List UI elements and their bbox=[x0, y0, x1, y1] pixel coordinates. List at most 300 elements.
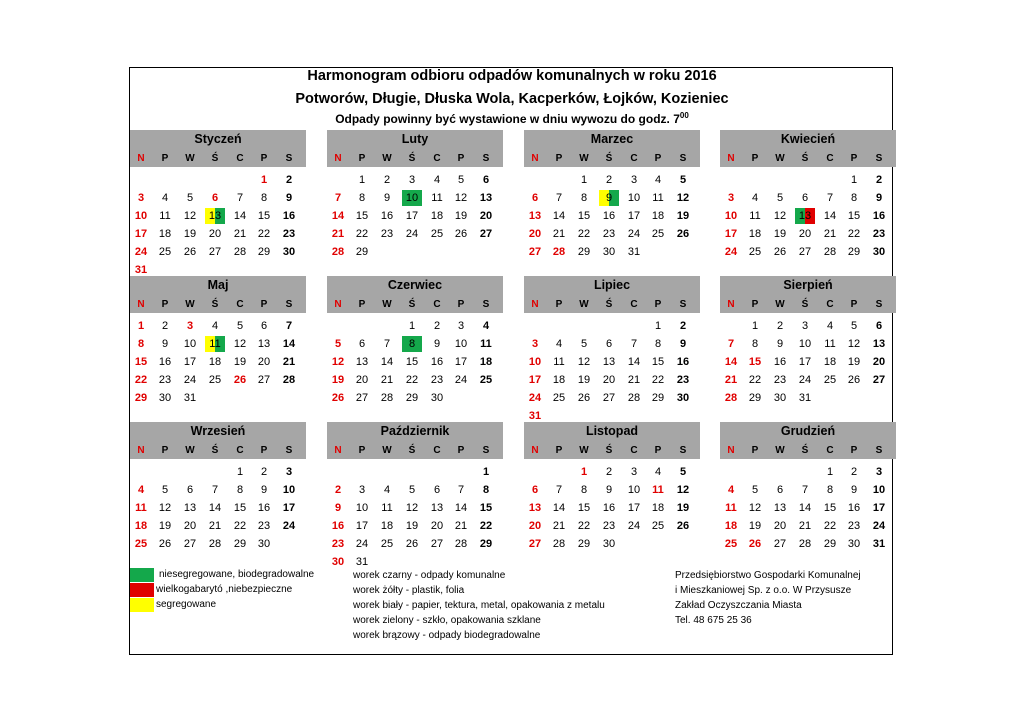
day-cell: 31 bbox=[798, 392, 812, 404]
day-cell: 9 bbox=[850, 484, 858, 496]
collection-notice bbox=[0, 111, 1024, 126]
day-cell: 21 bbox=[282, 356, 296, 368]
day-cell: 8 bbox=[358, 192, 366, 204]
day-cell: 29 bbox=[233, 538, 247, 550]
day-cell: 31 bbox=[627, 246, 641, 258]
day-cell: 20 bbox=[257, 356, 271, 368]
day-cell: 8 bbox=[260, 192, 268, 204]
day-cell: 6 bbox=[605, 338, 613, 350]
day-cell: 4 bbox=[826, 320, 834, 332]
day-cell: 18 bbox=[158, 228, 172, 240]
weekday-label: Ś bbox=[605, 445, 613, 456]
day-cell: 11 bbox=[135, 502, 147, 514]
day-cell: 21 bbox=[627, 374, 641, 386]
day-cell: 18 bbox=[651, 210, 665, 222]
weekday-label: S bbox=[679, 299, 687, 310]
day-cell: 1 bbox=[580, 466, 588, 478]
day-cell: 24 bbox=[798, 374, 812, 386]
weekday-label: W bbox=[382, 153, 392, 164]
day-cell: 29 bbox=[651, 392, 665, 404]
day-cell: 6 bbox=[260, 320, 268, 332]
day-cell: 7 bbox=[236, 192, 244, 204]
day-cell: 22 bbox=[577, 228, 591, 240]
weekday-label: S bbox=[482, 299, 490, 310]
day-cell: 5 bbox=[679, 174, 687, 186]
day-cell: 21 bbox=[233, 228, 247, 240]
day-cell: 20 bbox=[798, 228, 812, 240]
day-cell: 4 bbox=[211, 320, 219, 332]
day-cell: 7 bbox=[383, 338, 391, 350]
weekday-label: P bbox=[260, 445, 268, 456]
day-cell: 27 bbox=[208, 246, 222, 258]
weekday-header-row bbox=[327, 442, 503, 459]
day-cell: 29 bbox=[823, 538, 837, 550]
weekday-label: Ś bbox=[801, 299, 809, 310]
day-cell: 16 bbox=[257, 502, 271, 514]
day-cell: 25 bbox=[552, 392, 566, 404]
day-cell: 13 bbox=[355, 356, 369, 368]
day-cell: 4 bbox=[137, 484, 145, 496]
weekday-label: P bbox=[457, 153, 465, 164]
weekday-label: C bbox=[826, 299, 834, 310]
weekday-label: P bbox=[654, 299, 662, 310]
notice-time-sup: 00 bbox=[679, 111, 689, 120]
day-cell: 19 bbox=[405, 520, 419, 532]
day-cell: 25 bbox=[134, 538, 148, 550]
weekday-label: P bbox=[358, 299, 366, 310]
weekday-label: P bbox=[161, 445, 169, 456]
notice-text: Odpady powinny być wystawione w dniu wywozu do godz. 7 bbox=[335, 112, 680, 126]
day-cell: 11 bbox=[480, 338, 492, 350]
day-cell: 4 bbox=[555, 338, 563, 350]
day-cell: 27 bbox=[872, 374, 886, 386]
day-cell: 8 bbox=[236, 484, 244, 496]
day-cell: 14 bbox=[552, 210, 566, 222]
day-cell: 13 bbox=[257, 338, 271, 350]
day-cell: 4 bbox=[751, 192, 759, 204]
day-cell: 26 bbox=[676, 228, 690, 240]
day-cell: 20 bbox=[528, 228, 542, 240]
day-cell: 19 bbox=[233, 356, 247, 368]
weekday-label: Ś bbox=[408, 153, 416, 164]
day-cell: 24 bbox=[282, 520, 296, 532]
weekday-header-row bbox=[720, 442, 896, 459]
weekday-label: C bbox=[433, 153, 441, 164]
weekday-label: C bbox=[236, 153, 244, 164]
company-line-3: Zakład Oczyszczania Miasta bbox=[675, 600, 802, 611]
weekday-label: C bbox=[826, 445, 834, 456]
weekday-label: Ś bbox=[408, 299, 416, 310]
month-name: Wrzesień bbox=[130, 422, 306, 442]
day-cell: 8 bbox=[137, 338, 145, 350]
day-cell: 2 bbox=[433, 320, 441, 332]
day-cell: 22 bbox=[823, 520, 837, 532]
day-cell: 2 bbox=[285, 174, 293, 186]
day-cell: 12 bbox=[233, 338, 247, 350]
day-cell: 25 bbox=[823, 374, 837, 386]
day-cell: 30 bbox=[602, 246, 616, 258]
weekday-label: P bbox=[161, 299, 169, 310]
day-cell: 19 bbox=[454, 210, 468, 222]
day-cell: 16 bbox=[158, 356, 172, 368]
day-cell: 8 bbox=[408, 338, 416, 350]
day-cell: 12 bbox=[676, 484, 690, 496]
day-cell: 30 bbox=[676, 392, 690, 404]
day-cell: 23 bbox=[158, 374, 172, 386]
day-cell: 27 bbox=[183, 538, 197, 550]
day-cell: 5 bbox=[580, 338, 588, 350]
bag-black: worek czarny - odpady komunalne bbox=[353, 570, 506, 581]
weekday-header-row bbox=[524, 150, 700, 167]
day-cell: 10 bbox=[355, 502, 369, 514]
weekday-label: W bbox=[579, 153, 589, 164]
day-cell: 13 bbox=[528, 210, 542, 222]
day-cell: 9 bbox=[334, 502, 342, 514]
day-cell: 17 bbox=[872, 502, 886, 514]
day-cell: 20 bbox=[430, 520, 444, 532]
day-cell: 15 bbox=[355, 210, 369, 222]
day-cell: 24 bbox=[872, 520, 886, 532]
day-cell: 22 bbox=[847, 228, 861, 240]
day-cell: 17 bbox=[282, 502, 296, 514]
day-cell: 5 bbox=[850, 320, 858, 332]
day-cell: 26 bbox=[773, 246, 787, 258]
day-cell: 17 bbox=[183, 356, 197, 368]
day-cell: 3 bbox=[408, 174, 416, 186]
day-cell: 19 bbox=[676, 210, 690, 222]
day-cell: 8 bbox=[580, 484, 588, 496]
weekday-label: W bbox=[775, 445, 785, 456]
day-cell: 4 bbox=[654, 466, 662, 478]
weekday-label: S bbox=[285, 445, 293, 456]
day-cell: 29 bbox=[577, 246, 591, 258]
day-cell: 29 bbox=[847, 246, 861, 258]
weekday-label: N bbox=[334, 445, 342, 456]
day-cell: 6 bbox=[482, 174, 490, 186]
weekday-label: P bbox=[850, 445, 858, 456]
month-name: Marzec bbox=[524, 130, 700, 150]
day-cell: 19 bbox=[183, 228, 197, 240]
day-cell: 20 bbox=[208, 228, 222, 240]
day-cell: 2 bbox=[383, 174, 391, 186]
weekday-label: Ś bbox=[801, 445, 809, 456]
day-cell: 7 bbox=[555, 192, 563, 204]
day-cell: 31 bbox=[134, 264, 148, 276]
weekday-label: N bbox=[531, 153, 539, 164]
day-cell: 13 bbox=[208, 210, 222, 222]
day-cell: 15 bbox=[577, 210, 591, 222]
weekday-label: C bbox=[236, 299, 244, 310]
day-cell: 23 bbox=[847, 520, 861, 532]
day-cell: 17 bbox=[798, 356, 812, 368]
day-cell: 7 bbox=[630, 338, 638, 350]
day-cell: 26 bbox=[158, 538, 172, 550]
day-cell: 9 bbox=[383, 192, 391, 204]
day-cell: 28 bbox=[627, 392, 641, 404]
day-cell: 25 bbox=[651, 520, 665, 532]
day-cell: 18 bbox=[134, 520, 148, 532]
day-cell: 15 bbox=[479, 502, 493, 514]
weekday-label: P bbox=[555, 153, 563, 164]
day-cell: 3 bbox=[630, 466, 638, 478]
month-name: Lipiec bbox=[524, 276, 700, 296]
weekday-label: W bbox=[775, 299, 785, 310]
day-cell: 29 bbox=[405, 392, 419, 404]
day-cell: 28 bbox=[798, 538, 812, 550]
weekday-label: W bbox=[185, 299, 195, 310]
day-cell: 6 bbox=[875, 320, 883, 332]
day-cell: 5 bbox=[751, 484, 759, 496]
day-cell: 10 bbox=[183, 338, 197, 350]
day-cell: 28 bbox=[724, 392, 738, 404]
weekday-label: P bbox=[654, 445, 662, 456]
weekday-label: Ś bbox=[211, 299, 219, 310]
weekday-label: N bbox=[334, 153, 342, 164]
day-cell: 9 bbox=[875, 192, 883, 204]
day-cell: 1 bbox=[654, 320, 662, 332]
day-cell: 31 bbox=[528, 410, 542, 422]
day-cell: 30 bbox=[158, 392, 172, 404]
day-cell: 29 bbox=[748, 392, 762, 404]
day-cell: 23 bbox=[282, 228, 296, 240]
day-cell: 30 bbox=[872, 246, 886, 258]
weekday-label: P bbox=[161, 153, 169, 164]
day-cell: 8 bbox=[654, 338, 662, 350]
day-cell: 1 bbox=[236, 466, 244, 478]
day-cell: 10 bbox=[798, 338, 812, 350]
day-cell: 23 bbox=[331, 538, 345, 550]
day-cell: 6 bbox=[358, 338, 366, 350]
day-cell: 25 bbox=[748, 246, 762, 258]
day-cell: 26 bbox=[847, 374, 861, 386]
day-cell: 30 bbox=[257, 538, 271, 550]
weekday-label: S bbox=[679, 445, 687, 456]
day-cell: 9 bbox=[605, 484, 613, 496]
day-cell: 30 bbox=[847, 538, 861, 550]
day-cell: 23 bbox=[773, 374, 787, 386]
day-cell: 16 bbox=[847, 502, 861, 514]
day-cell: 1 bbox=[826, 466, 834, 478]
weekday-label: C bbox=[630, 153, 638, 164]
day-cell: 11 bbox=[553, 356, 565, 368]
month-name: Styczeń bbox=[130, 130, 306, 150]
day-cell: 27 bbox=[798, 246, 812, 258]
day-cell: 11 bbox=[159, 210, 171, 222]
day-cell: 5 bbox=[236, 320, 244, 332]
weekday-label: C bbox=[433, 445, 441, 456]
day-cell: 4 bbox=[383, 484, 391, 496]
day-cell: 13 bbox=[602, 356, 616, 368]
day-cell: 18 bbox=[823, 356, 837, 368]
day-cell: 7 bbox=[826, 192, 834, 204]
day-cell: 29 bbox=[257, 246, 271, 258]
day-cell: 20 bbox=[528, 520, 542, 532]
day-cell: 15 bbox=[847, 210, 861, 222]
day-cell: 16 bbox=[331, 520, 345, 532]
day-cell: 3 bbox=[727, 192, 735, 204]
weekday-label: N bbox=[137, 153, 145, 164]
day-cell: 7 bbox=[801, 484, 809, 496]
weekday-label: S bbox=[285, 299, 293, 310]
day-cell: 24 bbox=[183, 374, 197, 386]
legend-green-swatch bbox=[130, 568, 154, 582]
day-cell: 3 bbox=[630, 174, 638, 186]
day-cell: 12 bbox=[331, 356, 345, 368]
day-cell: 8 bbox=[580, 192, 588, 204]
day-cell: 11 bbox=[381, 502, 393, 514]
weekday-label: P bbox=[850, 299, 858, 310]
day-cell: 27 bbox=[479, 228, 493, 240]
day-cell: 5 bbox=[679, 466, 687, 478]
weekday-label: P bbox=[358, 153, 366, 164]
day-cell: 2 bbox=[850, 466, 858, 478]
weekday-label: S bbox=[875, 299, 883, 310]
weekday-header-row bbox=[327, 150, 503, 167]
legend-yellow-swatch bbox=[130, 598, 154, 612]
day-cell: 2 bbox=[605, 466, 613, 478]
day-cell: 4 bbox=[482, 320, 490, 332]
company-line-1: Przedsiębiorstwo Gospodarki Komunalnej bbox=[675, 570, 861, 581]
day-cell: 10 bbox=[872, 484, 886, 496]
day-cell: 25 bbox=[651, 228, 665, 240]
day-cell: 19 bbox=[158, 520, 172, 532]
day-cell: 25 bbox=[208, 374, 222, 386]
weekday-label: Ś bbox=[211, 153, 219, 164]
day-cell: 1 bbox=[137, 320, 145, 332]
day-cell: 9 bbox=[605, 192, 613, 204]
day-cell: 5 bbox=[776, 192, 784, 204]
day-cell: 26 bbox=[676, 520, 690, 532]
day-cell: 23 bbox=[602, 228, 616, 240]
day-cell: 17 bbox=[454, 356, 468, 368]
month-name: Czerwiec bbox=[327, 276, 503, 296]
day-cell: 7 bbox=[211, 484, 219, 496]
day-cell: 17 bbox=[627, 502, 641, 514]
day-cell: 9 bbox=[433, 338, 441, 350]
day-cell: 5 bbox=[408, 484, 416, 496]
day-cell: 26 bbox=[331, 392, 345, 404]
month-name: Sierpień bbox=[720, 276, 896, 296]
day-cell: 2 bbox=[161, 320, 169, 332]
day-cell: 13 bbox=[872, 338, 886, 350]
day-cell: 7 bbox=[285, 320, 293, 332]
weekday-label: P bbox=[555, 299, 563, 310]
weekday-header-row bbox=[130, 296, 306, 313]
weekday-label: S bbox=[875, 153, 883, 164]
weekday-label: W bbox=[579, 299, 589, 310]
bag-green: worek zielony - szkło, opakowania szklane bbox=[353, 615, 541, 626]
weekday-header-row bbox=[720, 150, 896, 167]
day-cell: 3 bbox=[285, 466, 293, 478]
day-cell: 10 bbox=[405, 192, 419, 204]
day-cell: 12 bbox=[405, 502, 419, 514]
month-name: Październik bbox=[327, 422, 503, 442]
day-cell: 11 bbox=[652, 192, 664, 204]
day-cell: 14 bbox=[627, 356, 641, 368]
weekday-label: Ś bbox=[605, 299, 613, 310]
day-cell: 16 bbox=[773, 356, 787, 368]
day-cell: 2 bbox=[776, 320, 784, 332]
day-cell: 7 bbox=[334, 192, 342, 204]
day-cell: 29 bbox=[479, 538, 493, 550]
weekday-label: P bbox=[751, 299, 759, 310]
day-cell: 22 bbox=[651, 374, 665, 386]
day-cell: 4 bbox=[727, 484, 735, 496]
day-cell: 19 bbox=[847, 356, 861, 368]
day-cell: 22 bbox=[748, 374, 762, 386]
day-cell: 18 bbox=[651, 502, 665, 514]
day-cell: 27 bbox=[257, 374, 271, 386]
day-cell: 23 bbox=[430, 374, 444, 386]
day-cell: 30 bbox=[331, 556, 345, 568]
day-cell: 10 bbox=[724, 210, 738, 222]
month-name: Maj bbox=[130, 276, 306, 296]
day-cell: 14 bbox=[208, 502, 222, 514]
day-cell: 16 bbox=[602, 502, 616, 514]
day-cell: 18 bbox=[380, 520, 394, 532]
weekday-label: P bbox=[850, 153, 858, 164]
day-cell: 20 bbox=[872, 356, 886, 368]
day-cell: 27 bbox=[773, 538, 787, 550]
day-cell: 9 bbox=[161, 338, 169, 350]
day-cell: 10 bbox=[134, 210, 148, 222]
day-cell: 17 bbox=[724, 228, 738, 240]
day-cell: 3 bbox=[801, 320, 809, 332]
day-cell: 22 bbox=[479, 520, 493, 532]
day-cell: 21 bbox=[823, 228, 837, 240]
day-cell: 21 bbox=[552, 520, 566, 532]
weekday-label: C bbox=[236, 445, 244, 456]
day-cell: 24 bbox=[134, 246, 148, 258]
month-name: Kwiecień bbox=[720, 130, 896, 150]
day-cell: 21 bbox=[454, 520, 468, 532]
day-cell: 24 bbox=[627, 228, 641, 240]
day-cell: 7 bbox=[727, 338, 735, 350]
day-cell: 12 bbox=[454, 192, 468, 204]
day-cell: 26 bbox=[405, 538, 419, 550]
day-cell: 20 bbox=[183, 520, 197, 532]
day-cell: 28 bbox=[552, 246, 566, 258]
day-cell: 31 bbox=[183, 392, 197, 404]
weekday-header-row bbox=[130, 442, 306, 459]
day-cell: 8 bbox=[482, 484, 490, 496]
day-cell: 13 bbox=[773, 502, 787, 514]
day-cell: 25 bbox=[430, 228, 444, 240]
day-cell: 12 bbox=[773, 210, 787, 222]
legend-yellow-label: segregowane bbox=[156, 599, 217, 610]
day-cell: 5 bbox=[334, 338, 342, 350]
day-cell: 3 bbox=[186, 320, 194, 332]
day-cell: 24 bbox=[355, 538, 369, 550]
day-cell: 24 bbox=[528, 392, 542, 404]
day-cell: 30 bbox=[282, 246, 296, 258]
day-cell: 19 bbox=[331, 374, 345, 386]
month-name: Grudzień bbox=[720, 422, 896, 442]
day-cell: 14 bbox=[331, 210, 345, 222]
day-cell: 18 bbox=[479, 356, 493, 368]
day-cell: 1 bbox=[408, 320, 416, 332]
day-cell: 6 bbox=[211, 192, 219, 204]
day-cell: 7 bbox=[555, 484, 563, 496]
weekday-label: S bbox=[679, 153, 687, 164]
day-cell: 15 bbox=[748, 356, 762, 368]
day-cell: 5 bbox=[186, 192, 194, 204]
day-cell: 29 bbox=[134, 392, 148, 404]
legend-red-label: wielkogabarytó ,niebezpieczne bbox=[156, 584, 293, 595]
day-cell: 11 bbox=[749, 210, 761, 222]
day-cell: 20 bbox=[479, 210, 493, 222]
weekday-label: N bbox=[531, 299, 539, 310]
